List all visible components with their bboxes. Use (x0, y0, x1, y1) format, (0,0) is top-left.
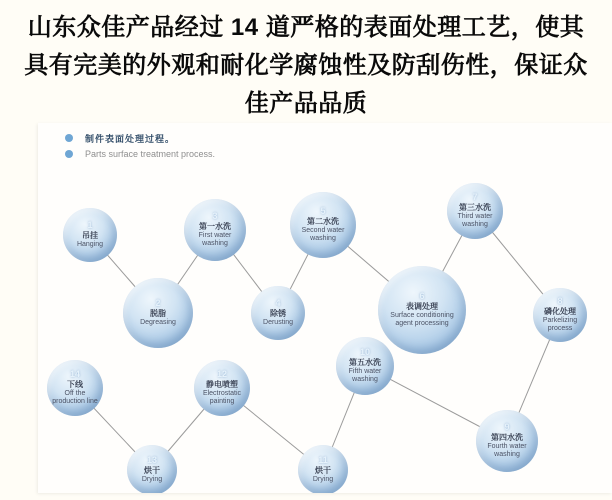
process-node-8 (533, 288, 587, 342)
step-number: 12 (216, 368, 227, 379)
label-en: First water washing (198, 231, 232, 247)
label-zh: 第三水洗 (459, 202, 491, 212)
process-node-4 (251, 286, 305, 340)
step-number: 2 (155, 297, 161, 308)
step-number: 14 (69, 368, 80, 379)
label-en: Second water washing (301, 226, 345, 242)
label-en: Derusting (263, 318, 293, 326)
label-zh: 吊挂 (82, 230, 98, 240)
label-zh: 脱脂 (150, 308, 166, 318)
legend-item-en (65, 149, 215, 159)
label-en: Parkelizing process (542, 316, 578, 332)
label-en: Fifth water washing (348, 367, 382, 383)
legend-label-zh: 制件表面处理过程。 (85, 133, 176, 144)
process-node-7 (447, 183, 503, 239)
process-node-13 (127, 445, 177, 493)
label-zh: 第一水洗 (199, 221, 231, 231)
process-node-6 (378, 266, 466, 354)
step-number: 6 (419, 290, 425, 301)
legend-item-zh (65, 133, 175, 143)
label-zh: 第四水洗 (491, 432, 523, 442)
headline-line-2: 具有完美的外观和耐化学腐蚀性及防刮伤性，保证众 (24, 52, 588, 79)
step-number: 9 (504, 421, 510, 432)
legend-label-en: Parts surface treatment process. (85, 149, 216, 159)
label-en: Drying (312, 475, 334, 483)
step-number: 13 (146, 454, 157, 465)
label-en: Third water washing (457, 212, 493, 228)
step-number: 8 (557, 295, 563, 306)
label-zh: 磷化处理 (544, 306, 576, 316)
step-number: 1 (87, 219, 93, 230)
process-node-10 (336, 337, 394, 395)
headline-line-3: 佳产品品质 (244, 90, 368, 117)
label-en: Drying (141, 475, 163, 483)
label-en: Off the production line (52, 389, 98, 405)
process-node-14 (47, 360, 103, 416)
process-node-1 (63, 208, 117, 262)
process-node-2 (123, 278, 193, 348)
headline (0, 0, 612, 123)
label-en: Fourth water washing (487, 442, 527, 458)
step-number: 3 (212, 210, 218, 221)
process-node-11 (298, 445, 348, 493)
label-zh: 表调处理 (406, 301, 438, 311)
bullet-icon (65, 134, 73, 142)
process-diagram (38, 123, 612, 493)
label-zh: 下线 (67, 379, 83, 389)
label-zh: 第五水洗 (349, 357, 381, 367)
label-zh: 烘干 (315, 465, 331, 475)
label-en: Electrostatic painting (202, 389, 242, 405)
label-zh: 烘干 (144, 465, 160, 475)
label-zh: 静电喷塑 (206, 379, 238, 389)
process-node-9 (476, 410, 538, 472)
step-number: 11 (318, 454, 328, 465)
label-en: Degreasing (140, 318, 176, 326)
step-number: 4 (275, 297, 281, 308)
process-node-3 (184, 199, 246, 261)
label-en: Surface conditioning agent processing (390, 311, 454, 327)
bullet-icon (65, 150, 73, 158)
step-number: 7 (472, 191, 478, 202)
label-zh: 除锈 (270, 308, 286, 318)
label-zh: 第二水洗 (307, 216, 339, 226)
step-number: 10 (359, 346, 370, 357)
headline-line-1: 山东众佳产品经过 14 道严格的表面处理工艺，使其 (27, 14, 585, 41)
step-number: 5 (320, 205, 326, 216)
process-node-12 (194, 360, 250, 416)
label-en: Hanging (76, 240, 104, 248)
process-node-5 (290, 192, 356, 258)
